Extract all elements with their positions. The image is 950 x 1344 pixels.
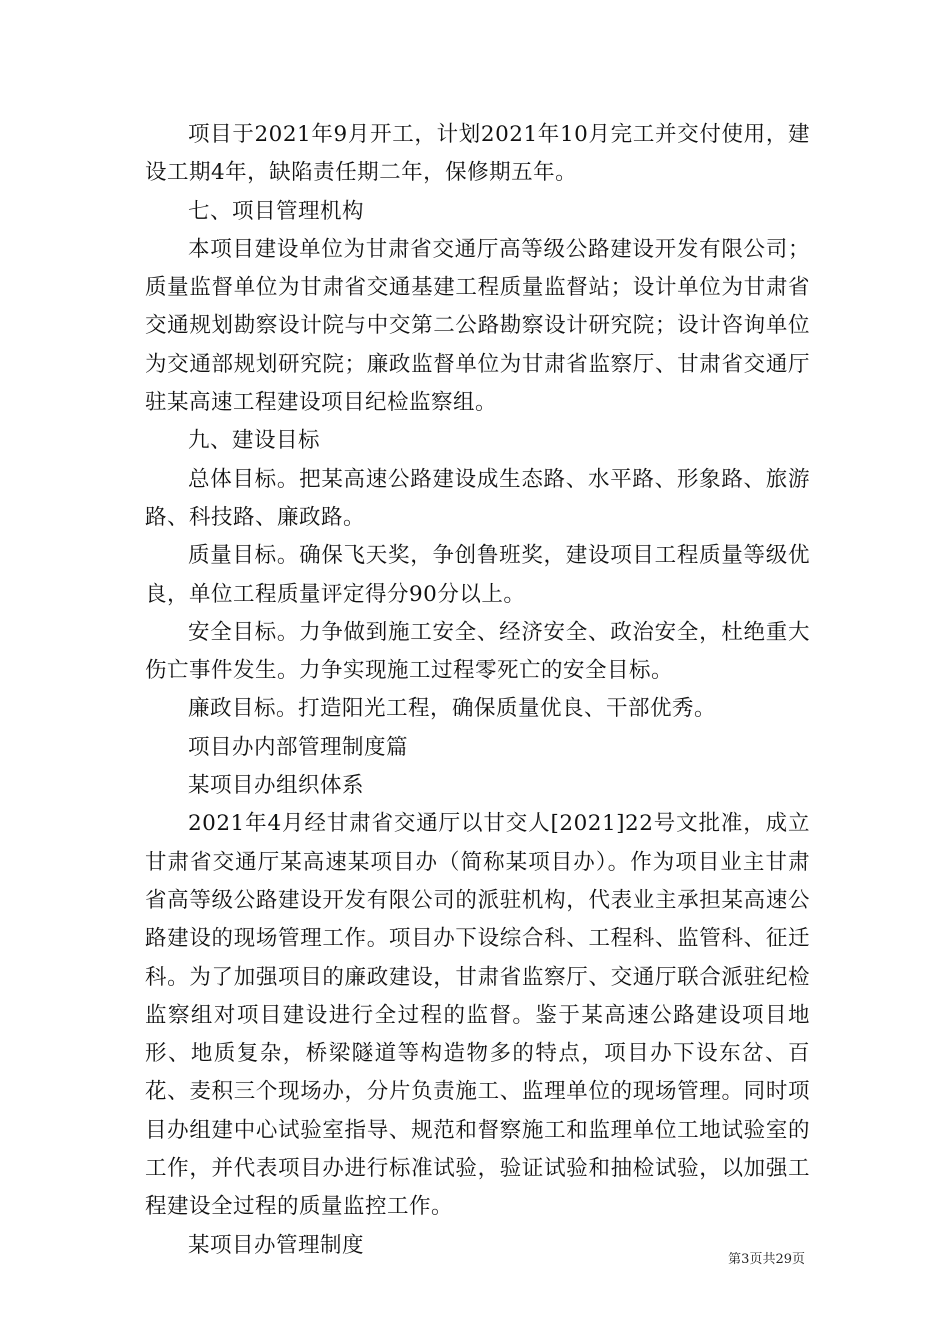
paragraph-units: 本项目建设单位为甘肃省交通厅高等级公路建设开发有限公司；质量监督单位为甘肃省交通基建工程质量监督站；设计单位为甘肃省交通规划勘察设计院与中交第二公路勘察设计研究院；设计咨询单位为交通部规划研究院；廉政监督单位为甘肃省监察厅、甘肃省交通厅驻某高速工程建设项目纪检监察组。 (145, 236, 810, 416)
document-body (145, 116, 810, 1265)
paragraph-overall-goal: 总体目标。把某高速公路建设成生态路、水平路、形象路、旅游路、科技路、廉政路。 (145, 466, 810, 530)
heading-organization-system: 某项目办组织体系 (188, 773, 365, 799)
heading-management-rules: 某项目办管理制度 (188, 1232, 365, 1258)
heading-internal-rules: 项目办内部管理制度篇 (188, 734, 409, 760)
heading-construction-goals: 九、建设目标 (188, 428, 321, 454)
paragraph-safety-goal: 安全目标。力争做到施工安全、经济安全、政治安全，杜绝重大伤亡事件发生。力争实现施工过程零死亡的安全目标。 (145, 619, 810, 684)
paragraph-schedule: 项目于2021年9月开工，计划2021年10月完工并交付使用，建设工期4年，缺陷责任期二年，保修期五年。 (145, 122, 810, 186)
paragraph-quality-goal: 质量目标。确保飞天奖，争创鲁班奖，建设项目工程质量等级优良，单位工程质量评定得分90分以上。 (145, 543, 810, 607)
paragraph-integrity-goal: 廉政目标。打造阳光工程，确保质量优良、干部优秀。 (188, 696, 717, 722)
heading-management-organization: 七、项目管理机构 (188, 198, 365, 224)
paragraph-organization-details: 2021年4月经甘肃省交通厅以甘交人[2021]22号文批准，成立甘肃省交通厅某高速某项目办（简称某项目办）。作为项目业主甘肃省高等级公路建设开发有限公司的派驻机构，代表业主承担某高速公路建设的现场管理工作。项目办下设综合科、工程科、监管科、征迁科。为了加强项目的廉政建设，甘肃省监察厅、交通厅联合派驻纪检监察组对项目建设进行全过程的监督。鉴于某高速公路建设项目地形、地质复杂，桥梁隧道等构造物多的特点，项目办下设东岔、百花、麦积三个现场办，分片负责施工、监理单位的现场管理。同时项目办组建中心试验室指导、规范和督察施工和监理单位工地试验室的工作，并代表项目办进行标准试验，验证试验和抽检试验，以加强工程建设全过程的质量监控工作。 (145, 811, 810, 1220)
page-number-footer: 第3页共29页 (728, 1252, 805, 1267)
